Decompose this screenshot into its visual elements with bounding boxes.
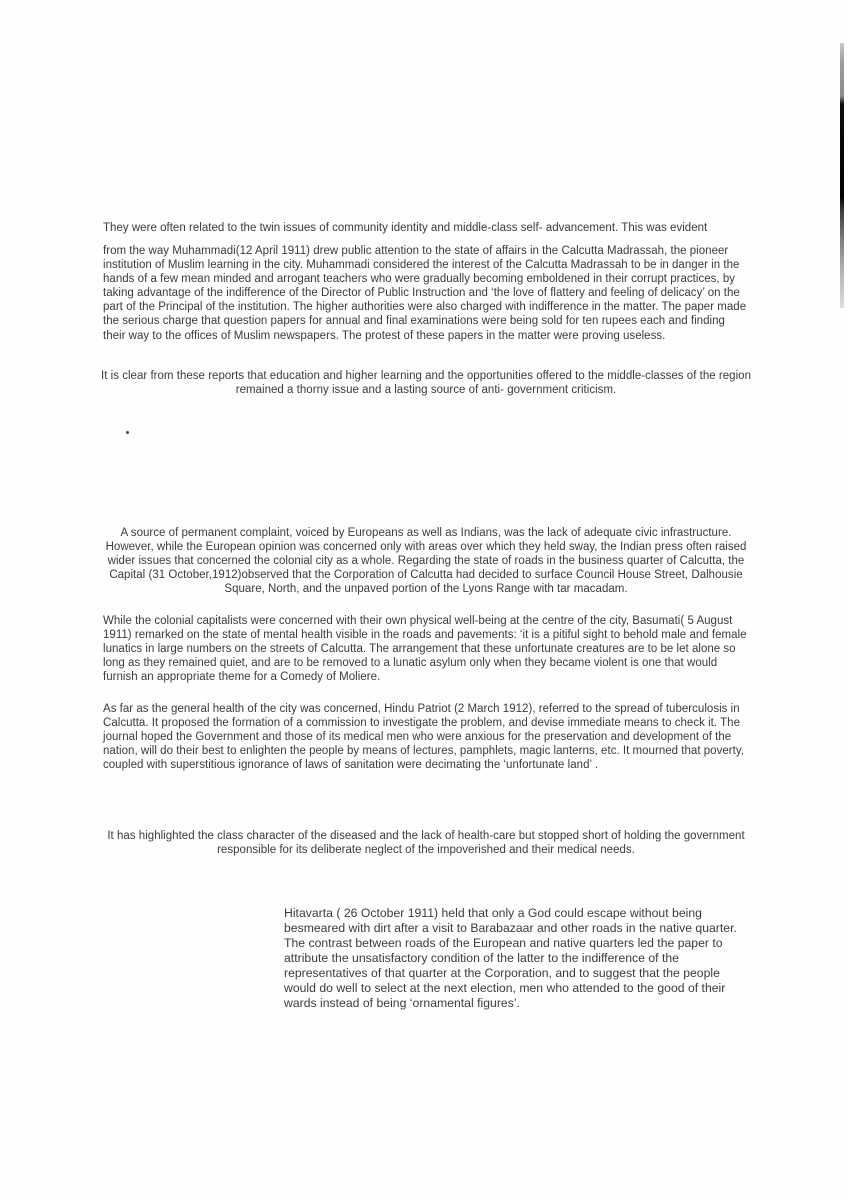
para-hindu-patriot-tuberculosis: As far as the general health of the city was concerned, Hindu Patriot (2 March 1912), referred to the spread of tuberculosis in Calcutta. It proposed the formation of a commission to investigate the problem, and devise immediate means to check it. The journal hoped the Government and those of its medical men who were anxious for the preservation and development of the nation, will do their best to enlighten the people by means of lectures, pamphlets, magic lanterns, etc. It mourned that poverty, coupled with superstitious ignorance of laws of sanitation were decimating the ‘unfortunate land’ .: [103, 703, 744, 772]
scan-edge-artifact-line: [840, 43, 844, 308]
para-muhammadi-madrassah: from the way Muhammadi(12 April 1911) drew public attention to the state of affairs in the Calcutta Madrassah, the pioneer institution of Muslim learning in the city. Muhammadi considered the interest of the Calcutta Madrassah to be in danger in the hands of a few mean minded and arrogant teachers who were gradually becoming emboldened in their corrupt practices, by taking advantage of the indifference of the Director of Public Instruction and ‘the love of flattery and feeling of delicacy’ on the part of the Principal of the institution. The higher authorities were also charged with indifference in the matter. The paper made the serious charge that question papers for annual and final examinations were being sold for ten rupees each and finding their way to the offices of Muslim newspapers. The protest of these papers in the matter were proving useless.: [103, 245, 747, 342]
stray-ink-dot: [126, 431, 129, 434]
para-community-identity-intro: They were often related to the twin issues of community identity and middle-class self- advancement. This was evident: [103, 222, 708, 234]
para-education-conclusion: It is clear from these reports that education and higher learning and the opportunities offered to the middle-classes of the region remained a thorny issue and a lasting source of anti- government criticism.: [101, 370, 751, 397]
para-healthcare-conclusion: It has highlighted the class character of the diseased and the lack of health-care but stopped short of holding the government responsible for its deliberate neglect of the impoverished and their medical needs.: [107, 830, 745, 857]
para-civic-infrastructure: A source of permanent complaint, voiced by Europeans as well as Indians, was the lack of adequate civic infrastructure. However, while the European opinion was concerned only with areas over which they held sway, the Indian press often raised wider issues that concerned the colonial city as a whole. Regarding the state of roads in the business quarter of Calcutta, the Capital (31 October,1912)observed that the Corporation of Calcutta had decided to surface Council House Street, Dalhousie Square, North, and the unpaved portion of the Lyons Range with tar macadam.: [105, 527, 747, 596]
para-basumati-lunatics: While the colonial capitalists were concerned with their own physical well-being at the centre of the city, Basumati( 5 August 1911) remarked on the state of mental health visible in the roads and pavements: ‘it is a pitiful sight to behold male and female lunatics in large numbers on the streets of Calcutta. The arrangement that these unfortunate creatures are to be let alone so long as they remained quiet, and are to be removed to a lunatic asylum only when they became violent is one that would furnish an appropriate theme for a Comedy of Moliere.: [103, 615, 747, 684]
para-hitavarta-roads: Hitavarta ( 26 October 1911) held that only a God could escape without being besmeared with dirt after a visit to Barabazaar and other roads in the native quarter. The contrast between roads of the European and native quarters led the paper to attribute the unsatisfactory condition of the latter to the indifference of the representatives of that quarter at the Corporation, and to suggest that the people would do well to select at the next election, men who attended to the good of their wards instead of being ‘ornamental figures’.: [284, 906, 737, 1010]
